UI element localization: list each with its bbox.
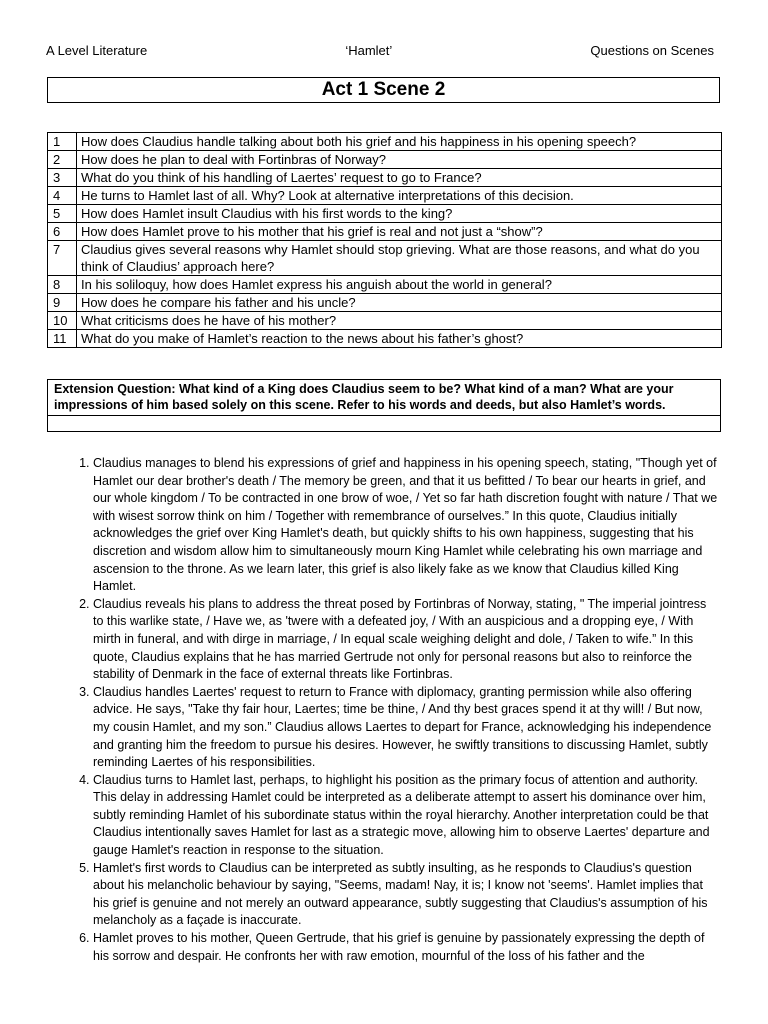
answer-item: 2. Claudius reveals his plans to address the threat posed by Fortinbras of Norway, stating, " The imperial jointress to this warlike state, / Have we, as 'twere with a defeated joy, / With an auspicious and a dropping eye, / With mirth in funeral, and with dirge in marriage, / In equal scale weighing delight and dole, / Taken to wife.” In this quote, Claudius explains that he has married Gertrude not only for personal reasons but also to reinforce the stability of Denmark in the face of external threats like Fortinbras.: [93, 596, 720, 684]
extension-question: Extension Question: What kind of a King does Claudius seem to be? What kind of a man? What are your impressions of him based solely on this scene. Refer to his words and deeds, but also Hamlet’s words.: [48, 380, 720, 416]
question-number: 9: [48, 294, 77, 312]
question-text: In his soliloquy, how does Hamlet express his anguish about the world in general?: [77, 276, 722, 294]
header-section: Questions on Scenes: [590, 43, 714, 58]
question-number: 7: [48, 241, 77, 276]
question-number: 2: [48, 151, 77, 169]
table-row: [48, 276, 722, 294]
question-number: 4: [48, 187, 77, 205]
answer-item: 1. Claudius manages to blend his expressions of grief and happiness in his opening speech, stating, "Though yet of Hamlet our dear brother's death / The memory be green, and that it us befitted / To bear our hearts in grief, and our whole kingdom / To be contracted in one brow of woe, / Yet so far hath discretion fought with nature / That we with wisest sorrow think on him / Together with remembrance of ourselves.” In this quote, Claudius initially acknowledges the grief over King Hamlet's death, but quickly shifts to his own happiness, suggesting that his discretion and wisdom allow him to simultaneously mourn King Hamlet while celebrating his own marriage and ascension to the throne. As we learn later, this grief is also likely fake as we know that Claudius killed King Hamlet.: [93, 455, 720, 596]
table-row: [48, 133, 722, 151]
question-text: What criticisms does he have of his mother?: [77, 312, 722, 330]
answer-item: 5. Hamlet's first words to Claudius can be interpreted as subtly insulting, as he responds to Claudius's question about his melancholic behaviour by saying, "Seems, madam! Nay, it is; I know not 'seems'. Hamlet implies that his grief is genuine and not merely an outward appearance, subtly suggesting that Claudius's assumption of his melancholy as a façade is inaccurate.: [93, 860, 720, 930]
question-number: 1: [48, 133, 77, 151]
table-row: [48, 187, 722, 205]
question-number: 3: [48, 169, 77, 187]
questions-table: [47, 132, 722, 348]
table-row: [48, 330, 722, 348]
question-number: 5: [48, 205, 77, 223]
header-course: A Level Literature: [46, 43, 148, 58]
question-text: He turns to Hamlet last of all. Why? Look at alternative interpretations of this decision.: [77, 187, 722, 205]
table-row: [48, 312, 722, 330]
question-text: How does he compare his father and his uncle?: [77, 294, 722, 312]
table-row: [48, 223, 722, 241]
scene-title: Act 1 Scene 2: [47, 77, 720, 103]
table-row: [48, 151, 722, 169]
answer-item: 3. Claudius handles Laertes' request to return to France with diplomacy, granting permission while also offering advice. He says, "Take thy fair hour, Laertes; time be thine, / And thy best graces spend it at thy will! / But now, my cousin Hamlet, and my son.” Claudius allows Laertes to depart for France, acknowledging his independence and granting him the freedom to pursue his desires. However, he swiftly transitions to discussing Hamlet, subtly reminding Laertes of his responsibilities.: [93, 684, 720, 772]
question-text: How does he plan to deal with Fortinbras of Norway?: [77, 151, 722, 169]
question-number: 8: [48, 276, 77, 294]
question-text: How does Claudius handle talking about both his grief and his happiness in his opening speech?: [77, 133, 722, 151]
question-text: How does Hamlet prove to his mother that his grief is real and not just a “show”?: [77, 223, 722, 241]
header-text-title: ‘Hamlet’: [345, 43, 393, 58]
question-text: Claudius gives several reasons why Hamlet should stop grieving. What are those reasons, and what do you think of Claudius’ approach here?: [77, 241, 722, 276]
table-row: [48, 241, 722, 276]
page-header: [46, 43, 714, 61]
question-text: What do you make of Hamlet’s reaction to the news about his father’s ghost?: [77, 330, 722, 348]
answers-list: [0, 455, 720, 965]
answer-item: 6. Hamlet proves to his mother, Queen Gertrude, that his grief is genuine by passionately expressing the depth of his sorrow and despair. He confronts her with raw emotion, mournful of the loss of his father and the: [93, 930, 720, 965]
extension-question-box: [47, 379, 721, 432]
question-text: What do you think of his handling of Laertes’ request to go to France?: [77, 169, 722, 187]
table-row: [48, 169, 722, 187]
question-number: 6: [48, 223, 77, 241]
question-number: 10: [48, 312, 77, 330]
table-row: [48, 294, 722, 312]
extension-answer-space: [48, 416, 720, 431]
answer-item: 4. Claudius turns to Hamlet last, perhaps, to highlight his position as the primary focus of attention and authority. This delay in addressing Hamlet could be interpreted as a deliberate attempt to assert his dominance over him, subtly reminding Hamlet of his subordinate status within the royal hierarchy. Another interpretation could be that Claudius intentionally saves Hamlet for last as a strategic move, allowing him to observe Laertes' departure and gauge Hamlet's reaction in response to the situation.: [93, 772, 720, 860]
table-row: [48, 205, 722, 223]
question-number: 11: [48, 330, 77, 348]
question-text: How does Hamlet insult Claudius with his first words to the king?: [77, 205, 722, 223]
